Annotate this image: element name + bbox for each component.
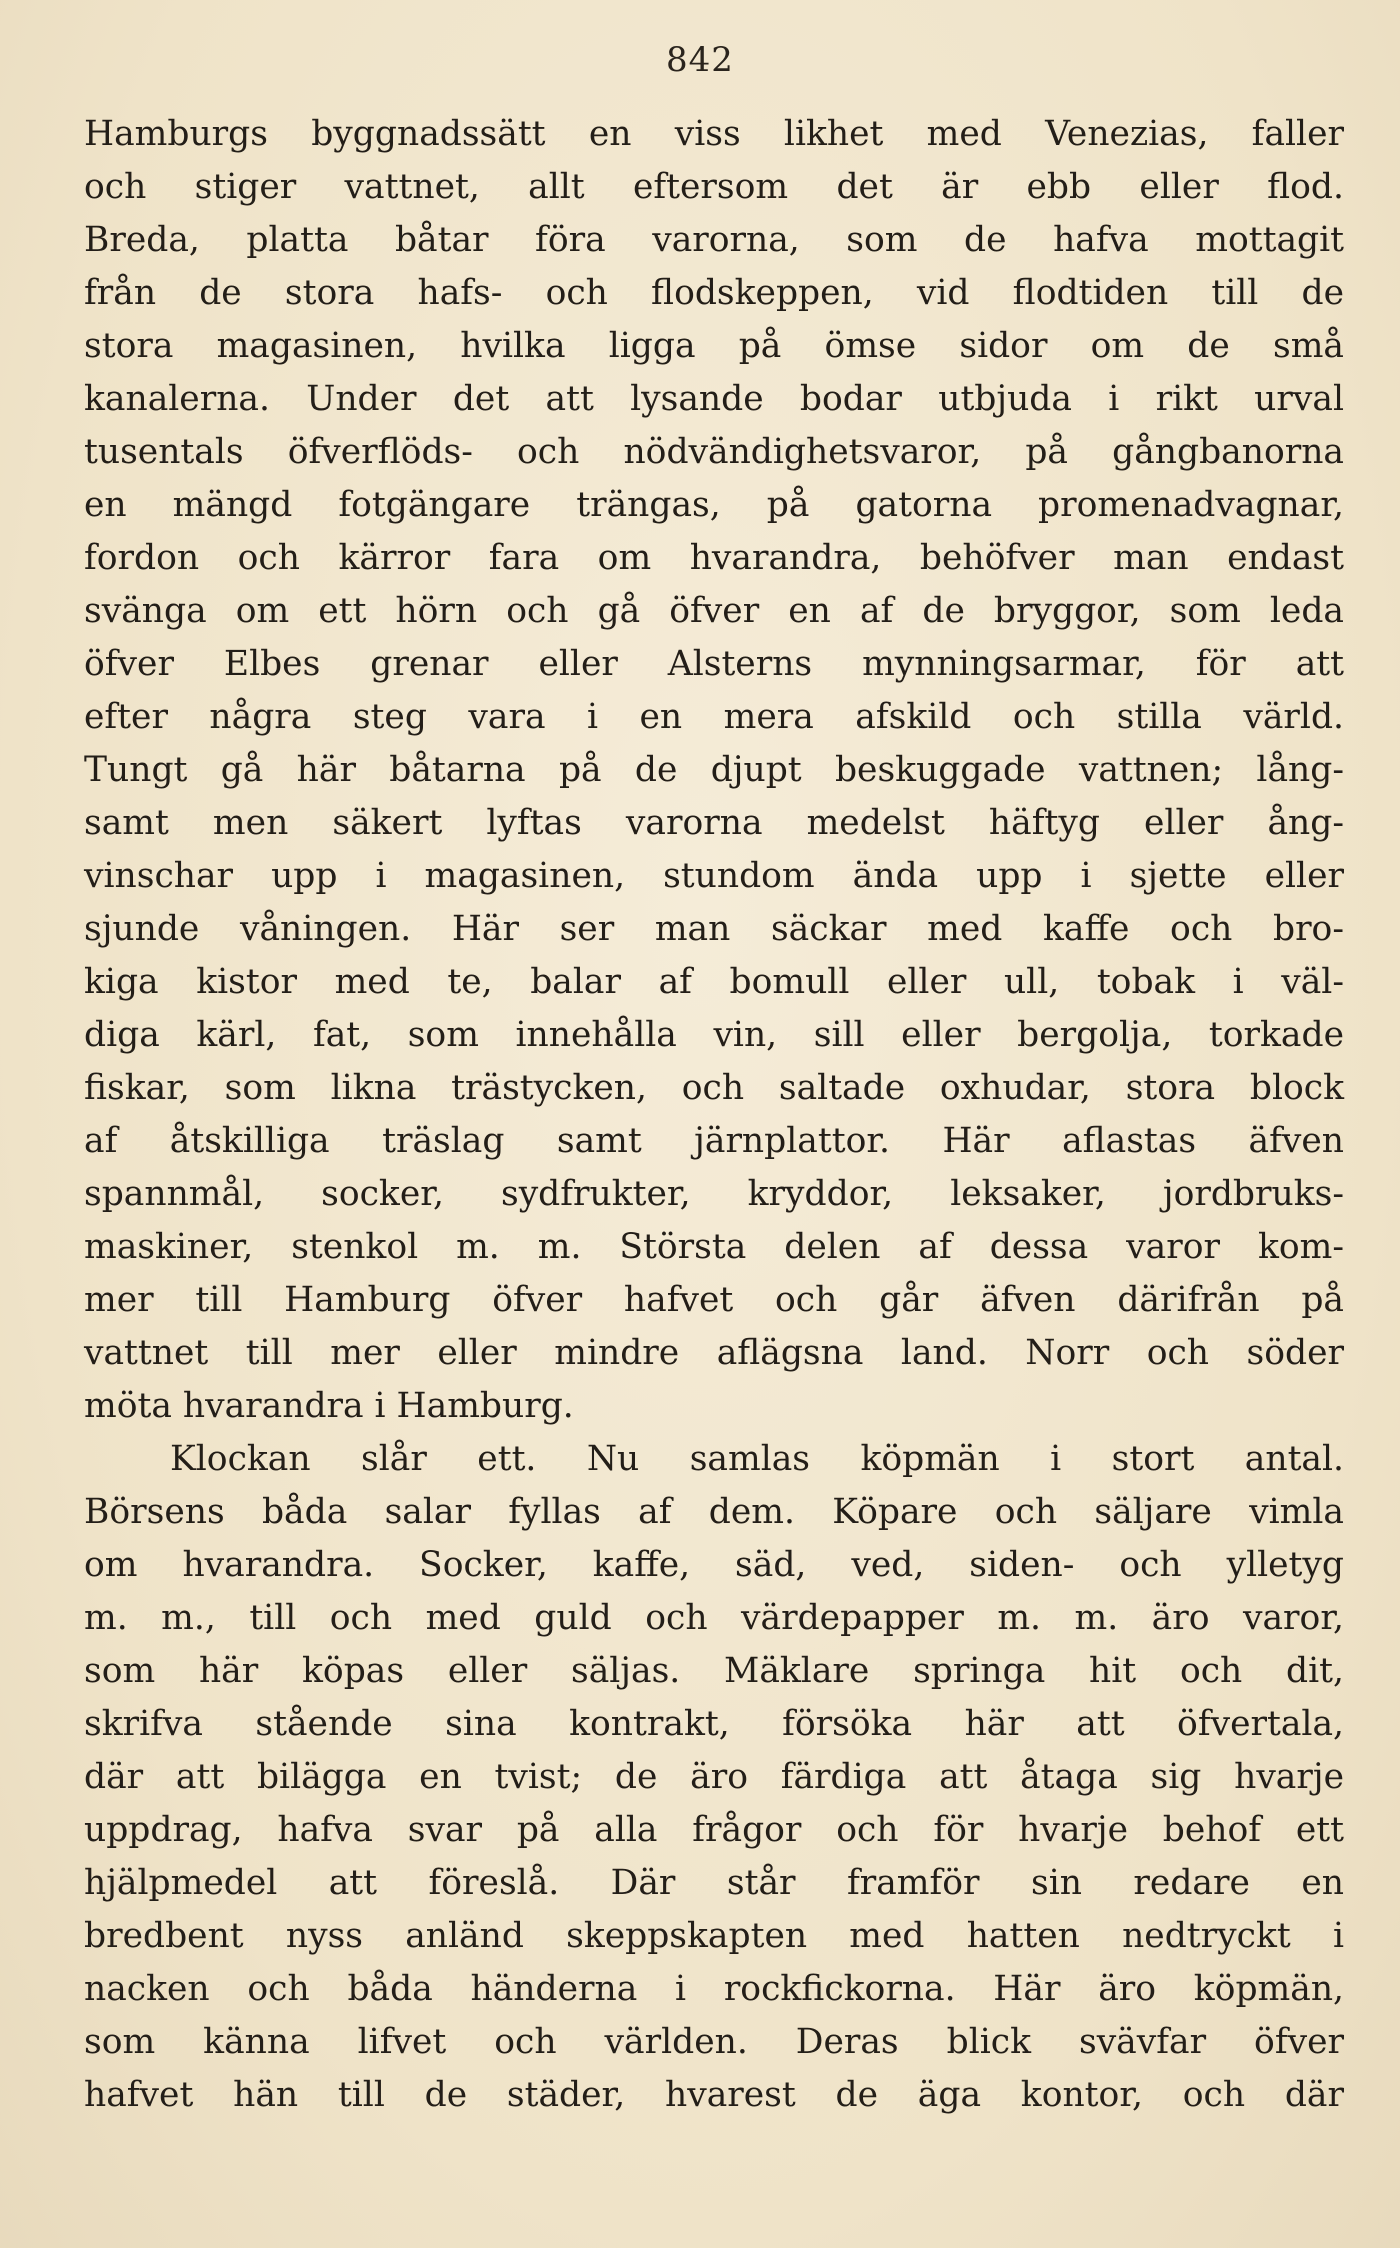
text-line: sjunde våningen. Här ser man säckar med kaffe och bro- (84, 909, 1344, 949)
text-line: från de stora hafs- och flodskeppen, vid flodtiden till de (84, 273, 1344, 313)
text-line: en mängd fotgängare trängas, på gatorna promenadvagnar, (84, 485, 1344, 525)
text-line: som här köpas eller säljas. Mäklare springa hit och dit, (84, 1651, 1344, 1691)
text-line: Klockan slår ett. Nu samlas köpmän i stort antal. (170, 1439, 1344, 1479)
text-line: m. m., till och med guld och värdepapper m. m. äro varor, (84, 1598, 1344, 1638)
text-line: nacken och båda händerna i rockfickorna. Här äro köpmän, (84, 1969, 1344, 2009)
text-line: fordon och kärror fara om hvarandra, behöfver man endast (84, 538, 1344, 578)
text-line: fiskar, som likna trästycken, och saltade oxhudar, stora block (84, 1068, 1344, 1108)
text-line: maskiner, stenkol m. m. Största delen af dessa varor kom- (84, 1227, 1344, 1267)
text-line: skrifva stående sina kontrakt, försöka här att öfvertala, (84, 1704, 1344, 1744)
text-line: Tungt gå här båtarna på de djupt beskuggade vattnen; lång- (84, 750, 1344, 790)
text-line: efter några steg vara i en mera afskild och stilla värld. (84, 697, 1344, 737)
text-line: vinschar upp i magasinen, stundom ända upp i sjette eller (84, 856, 1344, 896)
text-line: diga kärl, fat, som innehålla vin, sill eller bergolja, torkade (84, 1015, 1344, 1055)
text-line: bredbent nyss anländ skeppskapten med hatten nedtryckt i (84, 1916, 1344, 1956)
text-line: stora magasinen, hvilka ligga på ömse sidor om de små (84, 326, 1344, 366)
text-line: svänga om ett hörn och gå öfver en af de bryggor, som leda (84, 591, 1344, 631)
text-line: tusentals öfverflöds- och nödvändighetsvaror, på gångbanorna (84, 432, 1344, 472)
text-line: Hamburgs byggnadssätt en viss likhet med Venezias, faller (84, 114, 1344, 154)
text-line: där att bilägga en tvist; de äro färdiga att åtaga sig hvarje (84, 1757, 1344, 1797)
page-number: 842 (666, 40, 734, 80)
text-line: kiga kistor med te, balar af bomull eller ull, tobak i väl- (84, 962, 1344, 1002)
text-line: mer till Hamburg öfver hafvet och går äfven därifrån på (84, 1280, 1344, 1320)
text-line: Börsens båda salar fyllas af dem. Köpare och säljare vimla (84, 1492, 1344, 1532)
text-line: Breda, platta båtar föra varorna, som de hafva mottagit (84, 220, 1344, 260)
text-line: hafvet hän till de städer, hvarest de äga kontor, och där (84, 2075, 1344, 2115)
text-line: öfver Elbes grenar eller Alsterns mynningsarmar, för att (84, 644, 1344, 684)
text-line: och stiger vattnet, allt eftersom det är ebb eller flod. (84, 167, 1344, 207)
text-line: möta hvarandra i Hamburg. (84, 1386, 574, 1426)
text-line: uppdrag, hafva svar på alla frågor och för hvarje behof ett (84, 1810, 1344, 1850)
text-line: som känna lifvet och världen. Deras blick svävfar öfver (84, 2022, 1344, 2062)
text-line: vattnet till mer eller mindre aflägsna land. Norr och söder (84, 1333, 1344, 1373)
text-line: af åtskilliga träslag samt järnplattor. Här aflastas äfven (84, 1121, 1344, 1161)
text-line: om hvarandra. Socker, kaffe, säd, ved, siden- och ylletyg (84, 1545, 1344, 1585)
text-line: spannmål, socker, sydfrukter, kryddor, leksaker, jordbruks- (84, 1174, 1344, 1214)
text-line: samt men säkert lyftas varorna medelst häftyg eller ång- (84, 803, 1344, 843)
body-text (84, 108, 1344, 2122)
text-line: hjälpmedel att föreslå. Där står framför sin redare en (84, 1863, 1344, 1903)
text-line: kanalerna. Under det att lysande bodar utbjuda i rikt urval (84, 379, 1344, 419)
